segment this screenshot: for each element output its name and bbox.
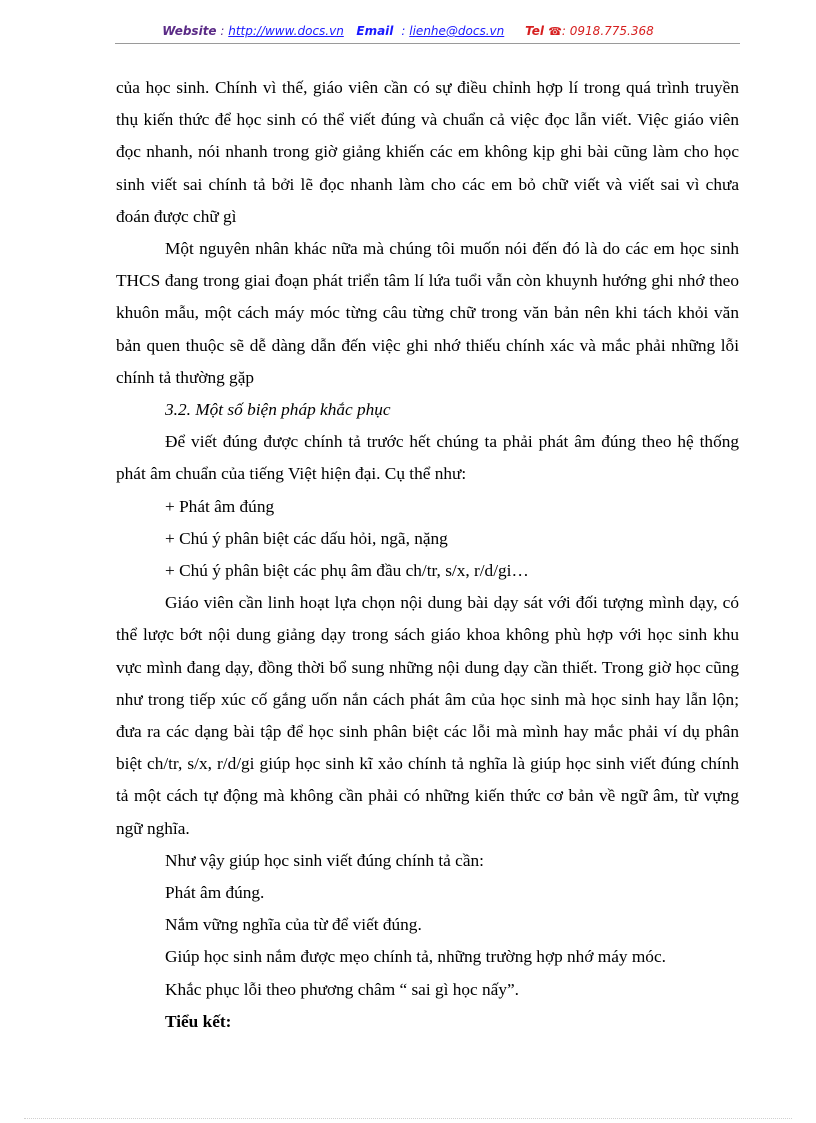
email-label: Email bbox=[356, 24, 394, 38]
email-link[interactable]: lienhe@docs.vn bbox=[409, 24, 505, 38]
document-body bbox=[116, 72, 739, 1038]
list-item: Nắm vững nghĩa của từ để viết đúng. bbox=[165, 915, 422, 935]
list-item: Phát âm đúng. bbox=[165, 883, 265, 903]
paragraph-3: Để viết đúng được chính tả trước hết chúng ta phải phát âm đúng theo hệ thống phát âm chuẩn của tiếng Việt hiện đại. Cụ thể như: bbox=[116, 432, 739, 484]
footer-divider bbox=[24, 1118, 792, 1119]
paragraph-2: Một nguyên nhân khác nữa mà chúng tôi muốn nói đến đó là do các em học sinh THCS đang trong giai đoạn phát triển tâm lí lứa tuổi vẫn còn khuynh hướng ghi nhớ theo khuôn mẫu, một cách máy móc từng câu từng chữ trong văn bản nên khi tách khỏi văn bản quen thuộc sẽ dễ dàng dẫn đến việc ghi nhớ thiếu chính xác và mắc phải những lỗi chính tả thường gặp bbox=[116, 239, 739, 387]
bullet-item: + Phát âm đúng bbox=[165, 496, 275, 516]
email-sep: : bbox=[397, 24, 410, 38]
subheading: Tiểu kết: bbox=[165, 1011, 232, 1031]
website-link[interactable]: http://www.docs.vn bbox=[228, 24, 344, 38]
website-label: Website bbox=[162, 24, 217, 38]
paragraph-5: Như vậy giúp học sinh viết đúng chính tả cần: bbox=[165, 850, 484, 870]
paragraph-1: của học sinh. Chính vì thế, giáo viên cần có sự điều chỉnh hợp lí trong quá trình truyền thụ kiến thức để học sinh có thể viết đúng và chuẩn cả việc đọc lẫn viết. Việc giáo viên đọc nhanh, nói nhanh trong giờ giảng khiến các em không kịp ghi bài cũng làm cho học sinh viết sai chính tả bởi lẽ đọc nhanh làm cho các em bỏ chữ viết và viết sai vì chưa đoán được chữ gì bbox=[116, 78, 739, 226]
bullet-item: + Chú ý phân biệt các phụ âm đầu ch/tr, s/x, r/d/gi… bbox=[165, 561, 529, 581]
tel-label: Tel bbox=[525, 24, 545, 38]
phone-icon: ☎ bbox=[548, 25, 562, 38]
website-sep: : bbox=[216, 24, 229, 38]
page-header bbox=[0, 24, 816, 38]
header-divider bbox=[115, 43, 740, 44]
bullet-item: + Chú ý phân biệt các dấu hỏi, ngã, nặng bbox=[165, 528, 448, 548]
paragraph-4: Giáo viên cần linh hoạt lựa chọn nội dung bài dạy sát với đối tượng mình dạy, có thể lược bớt nội dung giảng dạy trong sách giáo khoa không phù hợp với học sinh khu vực mình đang dạy, đồng thời bổ sung những nội dung dạy cần thiết. Trong giờ học cũng như trong tiếp xúc cố gắng uốn nắn cách phát âm của học sinh mà học sinh hay lẫn lộn; đưa ra các dạng bài tập để học sinh phân biệt các lỗi mà mình hay mắc phải ví dụ phân biệt ch/tr, s/x, r/d/gi giúp học sinh kĩ xảo chính tả nghĩa là giúp học sinh viết đúng chính tả một cách tự động mà không cần phải có những kiến thức cơ bản về ngữ âm, từ vựng ngữ nghĩa. bbox=[116, 593, 739, 838]
tel-number: : 0918.775.368 bbox=[561, 24, 654, 38]
section-heading: 3.2. Một số biện pháp khắc phục bbox=[165, 400, 391, 420]
list-item: Khắc phục lỗi theo phương châm “ sai gì học nấy”. bbox=[165, 979, 519, 999]
list-item: Giúp học sinh nắm được mẹo chính tả, những trường hợp nhớ máy móc. bbox=[165, 947, 666, 967]
